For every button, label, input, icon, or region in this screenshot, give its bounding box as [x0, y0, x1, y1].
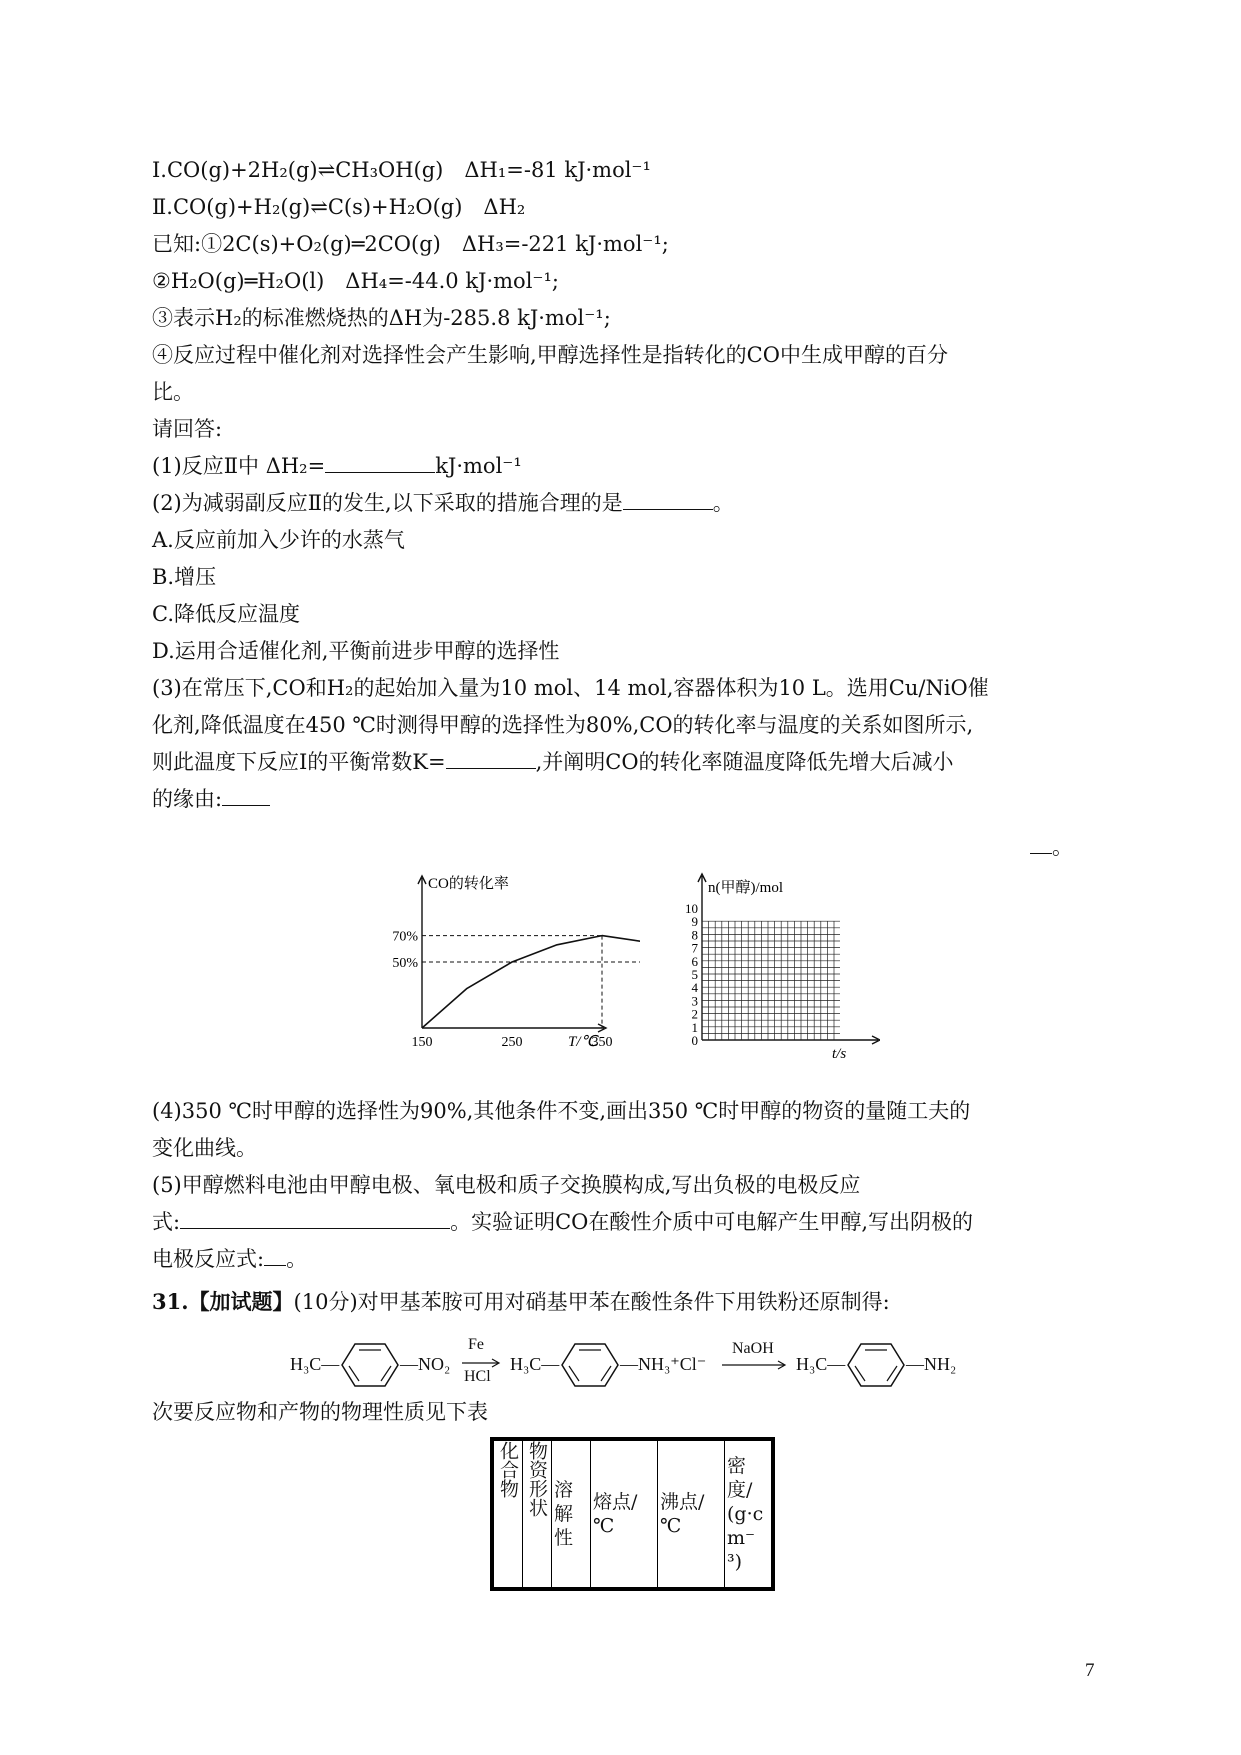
methanol-amount-grid [680, 868, 880, 1068]
question-5-line2: 式: 。实验证明CO在酸性介质中可电解产生甲醇,写出阴极的 [152, 1210, 974, 1234]
header-state: 物资形状 [523, 1439, 552, 1589]
reaction-arrow-2 [722, 1360, 788, 1370]
known-4: ④反应过程中催化剂对选择性会产生影响,甲醇选择性是指转化的CO中生成甲醇的百分 [152, 343, 948, 367]
option-a: A.反应前加入少许的水蒸气 [152, 528, 405, 552]
property-table [490, 1437, 775, 1591]
question-4-line2: 变化曲线。 [152, 1136, 257, 1160]
answer-blank-reason[interactable] [222, 787, 270, 806]
question-31-number: 31. [152, 1289, 189, 1314]
intermediate-ammonium: —NH₃⁺Cl⁻ [620, 1354, 707, 1374]
intermediate-methyl: H₃C— [510, 1354, 560, 1374]
reaction-1: Ⅰ.CO(g)+2H₂(g)⇌CH₃OH(g) ΔH₁=-81 kJ·mol⁻¹ [152, 158, 651, 182]
known-3: ③表示H₂的标准燃烧热的ΔH为-285.8 kJ·mol⁻¹; [152, 306, 611, 330]
y-tick-label: 50% [392, 956, 418, 971]
answer-blank-2[interactable] [623, 491, 713, 510]
question-4-line1: (4)350 ℃时甲醇的选择性为90%,其他条件不变,画出350 ℃时甲醇的物资的量随工夫的 [152, 1099, 971, 1123]
answer-blank-anode[interactable] [180, 1210, 450, 1229]
option-c: C.降低反应温度 [152, 602, 300, 626]
header-boiling-point: 沸点/℃ [658, 1439, 725, 1589]
y-tick-label: 7 [691, 940, 698, 956]
table-header-row [492, 1439, 773, 1589]
y-tick-label: 10 [685, 901, 698, 916]
benzene-ring-3 [846, 1340, 906, 1390]
question-3-line1: (3)在常压下,CO和H₂的起始加入量为10 mol、14 mol,容器体积为10 L。选用Cu/NiO催 [152, 676, 989, 700]
answer-blank-1[interactable] [325, 454, 435, 473]
reactant-nitro: —NO₂ [400, 1354, 451, 1374]
reaction-arrow-1 [462, 1358, 502, 1368]
reaction-scheme [290, 1336, 990, 1390]
x-tick-label: 150 [411, 1035, 433, 1050]
question-31 [152, 1288, 890, 1316]
x-axis-label: T/℃ [568, 1034, 598, 1050]
question-3-line3: 则此温度下反应Ⅰ的平衡常数K= ,并阐明CO的转化率随温度降低先增大后减小 [152, 750, 954, 774]
y-tick-label: 4 [691, 980, 698, 996]
question-31-text: (10分)对甲基苯胺可用对硝基甲苯在酸性条件下用铁粉还原制得: [293, 1290, 890, 1314]
header-solubility: 溶解性 [552, 1439, 591, 1589]
header-density: 密度/(g·cm⁻³) [725, 1439, 774, 1589]
answer-blank-cathode[interactable] [264, 1247, 286, 1266]
y-tick-label: 9 [691, 914, 698, 930]
answer-blank-k[interactable] [446, 750, 536, 769]
question-3-line2: 化剂,降低温度在450 ℃时测得甲醇的选择性为80%,CO的转化率与温度的关系如图所示, [152, 713, 974, 737]
option-b: B.增压 [152, 565, 217, 589]
header-compound: 化合物 [492, 1439, 523, 1589]
y-tick-label: 8 [691, 927, 698, 943]
question-1: (1)反应Ⅱ中 ΔH₂= kJ·mol⁻¹ [152, 454, 522, 478]
x-tick-label: 250 [501, 1035, 523, 1050]
question-3-end: 。 [1030, 833, 1073, 861]
reactant-methyl: H₃C— [290, 1354, 340, 1374]
y-tick-label: 1 [691, 1019, 698, 1035]
y-tick-label: 5 [691, 967, 698, 982]
benzene-ring-2 [560, 1340, 620, 1390]
question-2: (2)为减弱副反应Ⅱ的发生,以下采取的措施合理的是 。 [152, 491, 734, 515]
y-axis-label: CO的转化率 [428, 876, 509, 892]
reagent-naoh: NaOH [732, 1340, 774, 1357]
y-tick-label: 0 [691, 1033, 698, 1048]
y-axis-label: n(甲醇)/mol [708, 880, 783, 896]
reagent-hcl: HCl [464, 1368, 491, 1385]
y-tick-label: 2 [691, 1006, 698, 1022]
x-tick-label: 350 [591, 1035, 613, 1050]
y-tick-label: 6 [691, 953, 698, 969]
y-tick-label: 3 [691, 993, 698, 1009]
product-amine: —NH₂ [906, 1354, 957, 1374]
known-2: ②H₂O(g)═H₂O(l) ΔH₄=-44.0 kJ·mol⁻¹; [152, 269, 559, 293]
known-1: 已知:①2C(s)+O₂(g)═2CO(g) ΔH₃=-221 kJ·mol⁻¹; [152, 232, 669, 256]
question-3-line4: 的缘由: [152, 785, 270, 813]
x-axis-label: t/s [832, 1046, 847, 1062]
page-number: 7 [1085, 1660, 1095, 1681]
option-d: D.运用合适催化剂,平衡前进步甲醇的选择性 [152, 639, 560, 663]
reaction-2: Ⅱ.CO(g)+H₂(g)⇌C(s)+H₂O(g) ΔH₂ [152, 195, 526, 219]
co-conversion-chart [380, 868, 640, 1058]
known-4-cont: 比。 [152, 380, 194, 404]
reagent-fe: Fe [468, 1336, 484, 1353]
answer-blank-reason-end[interactable] [1030, 835, 1052, 854]
question-5-line3: 电极反应式: 。 [152, 1247, 308, 1271]
header-melting-point: 熔点/℃ [591, 1439, 658, 1589]
question-5-line1: (5)甲醇燃料电池由甲醇电极、氧电极和质子交换膜构成,写出负极的电极反应 [152, 1173, 861, 1197]
benzene-ring-1 [340, 1340, 400, 1390]
product-methyl: H₃C— [796, 1354, 846, 1374]
question-31-tag: 【加试题】 [188, 1289, 294, 1314]
conversion-curve [422, 936, 640, 1028]
please-answer: 请回答: [152, 417, 223, 441]
y-tick-label: 70% [392, 929, 418, 945]
table-intro: 次要反应物和产物的物理性质见下表 [152, 1400, 488, 1424]
